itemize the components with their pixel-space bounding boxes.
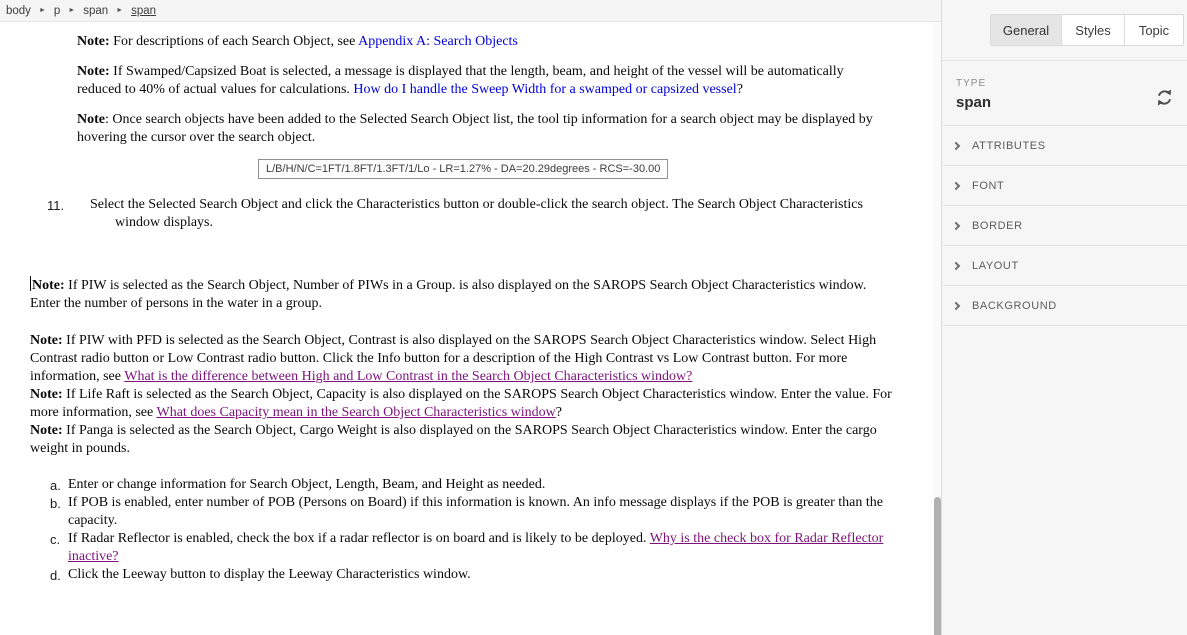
tooltip-example-row: [258, 159, 933, 179]
tab-general[interactable]: General: [990, 14, 1062, 46]
section-label: BACKGROUND: [972, 299, 1057, 312]
note-swamped-capsized: [77, 63, 887, 99]
section-border[interactable]: [942, 206, 1187, 246]
note-panga: [30, 422, 898, 458]
type-value: span: [956, 94, 992, 111]
substep-text: Enter or change information for Search Object, Length, Beam, and Height as needed.: [68, 477, 546, 492]
note-piw-pfd: [30, 332, 898, 386]
substep-marker: c.: [50, 532, 61, 547]
section-background[interactable]: [942, 286, 1187, 326]
substep-marker: a.: [50, 478, 61, 493]
substep-text: If Radar Reflector is enabled, check the box if a radar reflector is on board and is likely to be deployed.: [68, 531, 650, 546]
section-label: FONT: [972, 179, 1005, 192]
breadcrumb: [0, 0, 941, 22]
section-label: BORDER: [972, 219, 1023, 232]
breadcrumb-item-p[interactable]: p: [53, 4, 61, 17]
tab-topic[interactable]: Topic: [1125, 14, 1184, 46]
section-font[interactable]: [942, 166, 1187, 206]
note-tooltip-hover: [77, 111, 887, 147]
link-appendix-a[interactable]: Appendix A: Search Objects: [358, 34, 518, 49]
inspector-sections: [942, 126, 1187, 326]
substep-marker: b.: [50, 496, 61, 511]
substep-marker: d.: [50, 568, 61, 583]
type-block: [942, 60, 1187, 126]
section-attributes[interactable]: [942, 126, 1187, 166]
note-label: Note: [77, 112, 105, 127]
substep-a: [50, 476, 902, 494]
chevron-right-icon: [952, 301, 960, 309]
step-text: Select the Selected Search Object and click the Characteristics button or double-click the search object. The Search Object Characteristics window displays.: [90, 197, 863, 230]
note-piw: [30, 276, 898, 313]
substep-text: If POB is enabled, enter number of POB (Persons on Board) if this information is known. An info message displays if the POB is greater than the capacity.: [68, 495, 883, 528]
note-label: Note:: [77, 64, 110, 79]
chevron-right-icon: [952, 141, 960, 149]
note-label: Note:: [30, 387, 63, 402]
vertical-scrollbar[interactable]: [933, 22, 941, 635]
section-label: ATTRIBUTES: [972, 139, 1046, 152]
section-label: LAYOUT: [972, 259, 1019, 272]
note-label: Note:: [30, 423, 63, 438]
breadcrumb-item-span-current[interactable]: span: [131, 4, 157, 17]
breadcrumb-separator-icon: ►: [68, 7, 76, 14]
substep-d: [50, 566, 902, 584]
section-layout[interactable]: [942, 246, 1187, 286]
chevron-right-icon: [952, 261, 960, 269]
note-appendix: [77, 33, 887, 51]
note-text: For descriptions of each Search Object, see: [109, 34, 359, 49]
note-text: : Once search objects have been added to the Selected Search Object list, the tool tip information for a search object may be displayed by hovering the cursor over the search object.: [77, 112, 873, 145]
note-label: Note:: [30, 333, 63, 348]
note-text: If PIW is selected as the Search Object, Number of PIWs in a Group. is also displayed on the SAROPS Search Object Characteristics window. Enter the number of persons in the water in a group.: [30, 278, 867, 311]
breadcrumb-item-body[interactable]: body: [6, 4, 31, 17]
scrollbar-thumb[interactable]: [934, 497, 941, 635]
note-text: If PIW with PFD is selected as the Search Object, Contrast is also displayed on the SAROPS Search Object Characteristics window. Select High Contrast radio button or Low Contrast radio button. Click the Info button for a description of the High Contrast vs Low Contrast button. For more information, see: [30, 333, 877, 384]
breadcrumb-separator-icon: ►: [116, 7, 124, 14]
substep-c: [50, 530, 902, 566]
text-caret: [30, 276, 31, 291]
note-life-raft: [30, 386, 898, 422]
substep-b: [50, 494, 902, 530]
link-capacity-meaning[interactable]: What does Capacity mean in the Search Object Characteristics window: [156, 405, 556, 420]
note-label: Note:: [32, 278, 65, 293]
tab-styles[interactable]: Styles: [1062, 14, 1125, 46]
chevron-right-icon: [952, 221, 960, 229]
link-high-low-contrast[interactable]: What is the difference between High and Low Contrast in the Search Object Characteristics window?: [124, 369, 693, 384]
link-radar-reflector-inactive[interactable]: Why is the check box for Radar Reflector inactive?: [68, 531, 884, 564]
step-number: 11.: [47, 198, 65, 213]
note-text: ?: [555, 405, 562, 420]
substep-text: Click the Leeway button to display the Leeway Characteristics window.: [68, 567, 471, 582]
refresh-icon[interactable]: [1155, 88, 1174, 107]
inspector-tabs: [990, 14, 1184, 46]
note-text: If Life Raft is selected as the Search Object, Capacity is also displayed on the SAROPS Search Object Characteristics window. Enter the value. For more information, see: [30, 387, 892, 420]
document-canvas[interactable]: [0, 22, 933, 635]
step-11: [0, 196, 885, 232]
note-label: Note:: [77, 34, 110, 49]
link-sweep-width[interactable]: How do I handle the Sweep Width for a swamped or capsized vessel: [353, 82, 737, 97]
breadcrumb-separator-icon: ►: [38, 7, 46, 14]
note-text: ?: [736, 82, 743, 97]
inspector-panel: [941, 0, 1187, 635]
note-text: If Swamped/Capsized Boat is selected, a message is displayed that the length, beam, and height of the vessel will be automatically reduced to 40% of actual values for calculations.: [77, 64, 844, 97]
tooltip-example-box: L/B/H/N/C=1FT/1.8FT/1.3FT/1/Lo - LR=1.27% - DA=20.29degrees - RCS=-30.00: [258, 159, 668, 179]
note-text: If Panga is selected as the Search Object, Cargo Weight is also displayed on the SAROPS Search Object Characteristics window. Enter the cargo weight in pounds.: [30, 423, 877, 456]
chevron-right-icon: [952, 181, 960, 189]
type-label: TYPE: [956, 78, 987, 89]
substep-list: [50, 476, 902, 584]
breadcrumb-item-span[interactable]: span: [83, 4, 109, 17]
